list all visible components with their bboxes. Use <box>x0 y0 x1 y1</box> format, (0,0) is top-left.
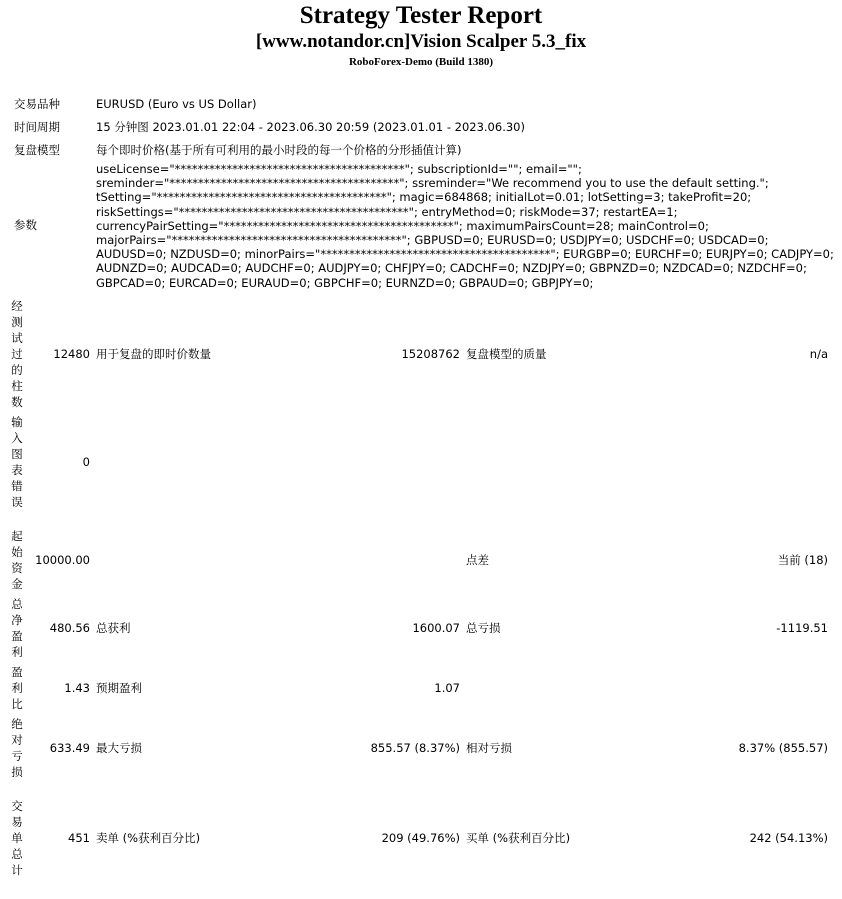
deposit-value: 10000.00 <box>35 552 90 567</box>
model-value: 每个即时价格(基于所有可利用的最小时段的每一个价格的分形插值计算) <box>96 142 462 157</box>
period-label: 时间周期 <box>14 119 60 134</box>
spread-value: 当前 (18) <box>777 552 828 567</box>
model-row <box>14 138 834 161</box>
bars-row <box>10 296 832 412</box>
model-label: 复盘模型 <box>14 142 60 157</box>
long-positions-value: 242 (54.13%) <box>749 830 828 845</box>
profit-factor-label: 盈利比 <box>11 664 23 711</box>
net-profit-label: 总净盈利 <box>11 596 23 659</box>
absolute-drawdown-label: 绝对亏损 <box>11 716 23 779</box>
ticks-value: 15208762 <box>401 346 460 361</box>
param-line: AUDNZD=0; AUDCAD=0; AUDCHF=0; AUDJPY=0; CHFJPY=0; CADCHF=0; NZDJPY=0; GBPNZD=0; NZDCAD=0; NZDCHF=0; <box>96 261 807 276</box>
max-drawdown-label: 最大亏损 <box>96 740 142 755</box>
symbol-value: EURUSD (Euro vs US Dollar) <box>96 96 257 111</box>
stats-table <box>10 296 832 880</box>
quality-label: 复盘模型的质量 <box>466 346 547 361</box>
param-line: majorPairs="****************************************"; GBPUSD=0; EURUSD=0; USDJPY=0; USDCHF=0; USDCAD=0; <box>96 233 769 248</box>
gross-loss-label: 总亏损 <box>466 620 501 635</box>
gross-profit-value: 1600.07 <box>412 620 460 635</box>
errors-row <box>10 412 832 512</box>
param-line: AUDUSD=0; NZDUSD=0; minorPairs="****************************************"; EURGBP=0; EURCHF=0; EURJPY=0; CADJPY=0; <box>96 247 834 262</box>
server-info: RoboForex-Demo (Build 1380) <box>348 56 493 68</box>
relative-drawdown-label: 相对亏损 <box>466 740 512 755</box>
report-title: Strategy Tester Report <box>299 2 543 29</box>
drawdown-row <box>10 714 832 782</box>
symbol-row <box>14 92 834 115</box>
params-row <box>14 161 834 290</box>
profit-factor-row <box>10 662 832 714</box>
gross-profit-label: 总获利 <box>96 620 131 635</box>
param-line: currencyPairSetting="****************************************"; maximumPairsCount=28; mainControl=0; <box>96 218 709 233</box>
params-label: 参数 <box>14 218 37 233</box>
trades-row <box>10 796 832 880</box>
deposit-row <box>10 526 832 594</box>
deposit-label: 起始资金 <box>11 528 23 591</box>
absolute-drawdown-value: 633.49 <box>49 740 90 755</box>
bars-value: 12480 <box>53 346 90 361</box>
param-line: useLicense="****************************************"; subscriptionId=""; email=""; <box>96 162 582 176</box>
short-positions-value: 209 (49.76%) <box>381 830 460 845</box>
profit-factor-value: 1.43 <box>64 680 90 695</box>
param-line: GBPCAD=0; EURCAD=0; EURAUD=0; GBPCHF=0; EURNZD=0; GBPAUD=0; GBPJPY=0; <box>96 275 594 290</box>
short-positions-label: 卖单 (%获利百分比) <box>96 830 201 845</box>
bars-label: 经测试过的柱数 <box>11 298 23 409</box>
expert-name: [www.notandor.cn]Vision Scalper 5.3_fix <box>255 31 587 52</box>
period-value: 15 分钟图 2023.01.01 22:04 - 2023.06.30 20:59 (2023.01.01 - 2023.06.30) <box>96 119 525 134</box>
info-table <box>14 92 834 290</box>
param-line: tSetting="****************************************"; magic=684868; initialLot=0.01; lotSetting=3; takeProfit=20; <box>96 190 752 205</box>
net-profit-value: 480.56 <box>49 620 90 635</box>
errors-value: 0 <box>82 454 90 469</box>
total-trades-label: 交易单总计 <box>11 798 23 877</box>
net-profit-row <box>10 594 832 662</box>
period-row <box>14 115 834 138</box>
relative-drawdown-value: 8.37% (855.57) <box>738 740 828 755</box>
gross-loss-value: -1119.51 <box>776 620 828 635</box>
expected-payoff-value: 1.07 <box>434 680 460 695</box>
long-positions-label: 买单 (%获利百分比) <box>466 830 571 845</box>
max-drawdown-value: 855.57 (8.37%) <box>370 740 460 755</box>
param-line: riskSettings="****************************************"; entryMethod=0; riskMode=37; restartEA=1; <box>96 204 678 219</box>
ticks-label: 用于复盘的即时价数量 <box>96 346 211 361</box>
total-trades-value: 451 <box>68 830 90 845</box>
params-value <box>96 161 834 290</box>
quality-value: n/a <box>809 346 828 361</box>
param-line: sreminder="****************************************"; ssreminder="We recommend you to use the default setting."; <box>96 176 769 191</box>
symbol-label: 交易品种 <box>14 96 60 111</box>
expected-payoff-label: 预期盈利 <box>96 680 142 695</box>
errors-label: 输入图表错误 <box>11 414 23 509</box>
spread-label: 点差 <box>466 552 489 567</box>
